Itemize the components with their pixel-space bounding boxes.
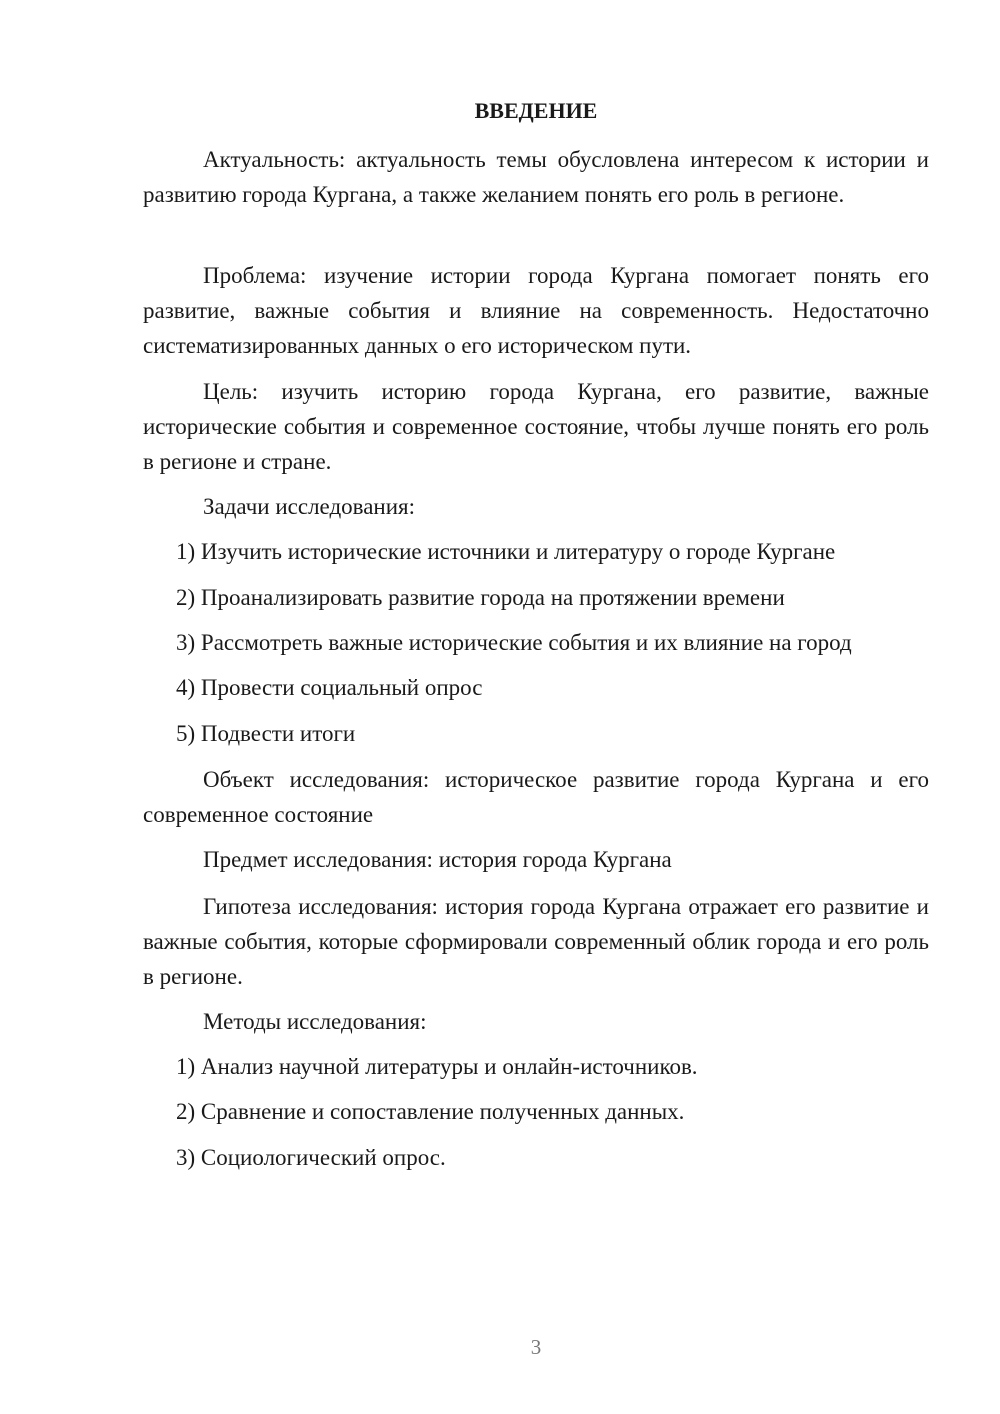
object-paragraph: Объект исследования: историческое развитие города Кургана и его современное состояние (143, 767, 929, 827)
tasks-title: Задачи исследования: (203, 494, 416, 519)
method-item: 1) Анализ научной литературы и онлайн-источников. (176, 1054, 698, 1079)
task-item: 1) Изучить исторические источники и литературу о городе Кургане (176, 539, 836, 564)
goal-paragraph: Цель: изучить историю города Кургана, его развитие, важные исторические события и современное состояние, чтобы лучше понять его роль в регионе и стране. (143, 379, 929, 474)
task-item: 2) Проанализировать развитие города на протяжении времени (176, 585, 785, 610)
method-item: 2) Сравнение и сопоставление полученных данных. (176, 1099, 685, 1124)
methods-title: Методы исследования: (203, 1009, 427, 1034)
method-item: 3) Социологический опрос. (176, 1145, 446, 1170)
page-number: 3 (530, 1335, 542, 1359)
relevance-paragraph: Актуальность: актуальность темы обусловлена интересом к истории и развитию города Кургана, а также желанием понять его роль в регионе. (143, 147, 929, 207)
task-item: 3) Рассмотреть важные исторические события и их влияние на город (176, 630, 852, 655)
task-item: 5) Подвести итоги (176, 721, 356, 746)
section-heading: ВВЕДЕНИЕ (474, 98, 598, 123)
subject-paragraph: Предмет исследования: история города Кургана (203, 847, 672, 872)
task-item: 4) Провести социальный опрос (176, 675, 483, 700)
hypothesis-paragraph: Гипотеза исследования: история города Кургана отражает его развитие и важные события, которые сформировали современный облик города и его роль в регионе. (143, 894, 929, 989)
problem-paragraph: Проблема: изучение истории города Кургана помогает понять его развитие, важные события и влияние на современность. Недостаточно систематизированных данных о его историческом пути. (143, 263, 929, 358)
